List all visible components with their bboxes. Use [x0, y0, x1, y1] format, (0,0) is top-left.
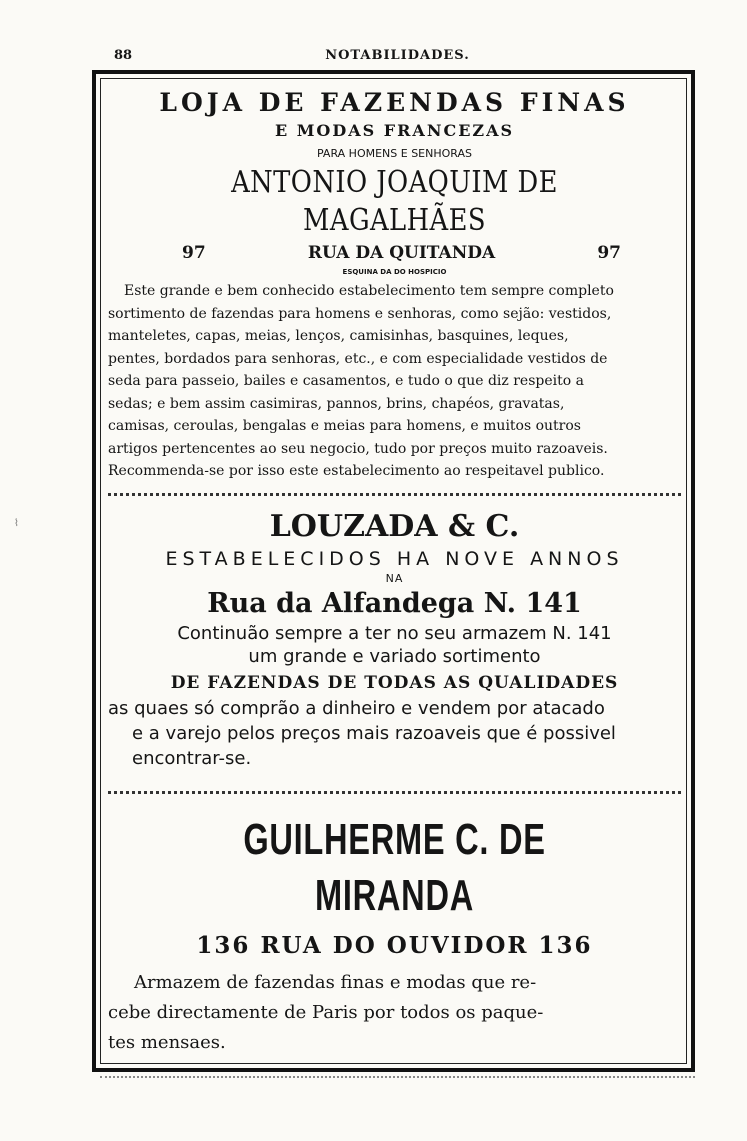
ad1-audience: PARA HOMENS E SENHORAS — [317, 147, 472, 160]
ad1-body-line: Este grande e bem conhecido estabelecimento tem sempre completo — [124, 283, 614, 299]
ad2-body-line: encontrar-se. — [132, 747, 252, 769]
ad1-body-line: artigos pertencentes ao seu negocio, tudo por preços muito razoaveis. — [108, 440, 608, 457]
running-title: NOTABILIDADES. — [325, 48, 470, 63]
ad2-body-line: as quaes só comprão a dinheiro e vendem por atacado — [108, 697, 605, 719]
running-header — [100, 48, 695, 70]
ad1-headline: LOJA DE FAZENDAS FINAS — [159, 88, 630, 117]
ad2-line5: Continuão sempre a ter no seu armazem N. 141 — [177, 622, 612, 644]
ad1-body-line: manteletes, capas, meias, lenços, camisinhas, basquines, leques, — [108, 328, 569, 344]
advertisement-column — [108, 82, 681, 1058]
ad3-body — [108, 968, 681, 1058]
ad2-line6: um grande e variado sortimento — [248, 645, 541, 667]
ad1-subheadline: E MODAS FRANCEZAS — [274, 121, 515, 140]
ad2-street: Rua da Alfandega N. 141 — [207, 587, 582, 619]
ad1-body-line: sedas; e bem assim casimiras, pannos, brins, chapéos, gravatas, — [108, 395, 565, 412]
ad1-address-number-left: 97 — [182, 243, 206, 263]
ad1-body-line: pentes, bordados para senhoras, etc., e com especialidade vestidos de — [108, 350, 608, 367]
ad3-body-line: Armazem de fazendas finas e modas que re- — [134, 971, 537, 993]
dotted-separator — [108, 493, 681, 500]
ad2-na: NA — [385, 571, 404, 585]
ad1-address — [108, 242, 681, 264]
dotted-separator — [108, 791, 681, 798]
ad1-address-number-right: 97 — [597, 243, 621, 263]
ad3-body-line: tes mensaes. — [108, 1031, 226, 1053]
ad2-body — [108, 696, 681, 771]
ad2-established: ESTABELECIDOS HA NOVE ANNOS — [165, 547, 624, 570]
ad1-address-street: RUA DA QUITANDA — [307, 243, 496, 263]
ad1-body-line: Recommenda-se por isso este estabelecimento ao respeitavel publico. — [108, 463, 605, 479]
ad1-body-line: sortimento de fazendas para homens e senhoras, como sejão: vestidos, — [108, 305, 612, 322]
ad2-line7: DE FAZENDAS DE TODAS AS QUALIDADES — [170, 672, 619, 693]
ad1-merchant-name: ANTONIO JOAQUIM DE MAGALHÃES — [231, 165, 558, 238]
ad2-title: LOUZADA & C. — [269, 508, 520, 544]
ad3-merchant-name: GUILHERME C. DE MIRANDA — [243, 814, 546, 920]
ad1-corner: ESQUINA DA DO HOSPICIO — [342, 268, 447, 276]
ad-magalhaes — [108, 88, 681, 483]
ad-miranda — [108, 812, 681, 1058]
bottom-rule — [100, 1076, 695, 1078]
ad3-body-line: cebe directamente de Paris por todos os paque- — [108, 1001, 544, 1023]
ad2-body-line: e a varejo pelos preços mais razoaveis que é possivel — [132, 722, 616, 744]
ad1-body-line: seda para passeio, bailes e casamentos, e tudo o que diz respeito a — [108, 373, 584, 389]
ad1-body — [108, 280, 681, 483]
ad1-body-line: camisas, ceroulas, bengalas e meias para homens, e muitos outros — [108, 418, 581, 434]
page-number: 88 — [114, 48, 133, 63]
margin-annotation: ⌇ — [11, 518, 22, 529]
ad-louzada — [108, 508, 681, 771]
ad3-address: 136 RUA DO OUVIDOR 136 — [196, 931, 593, 959]
